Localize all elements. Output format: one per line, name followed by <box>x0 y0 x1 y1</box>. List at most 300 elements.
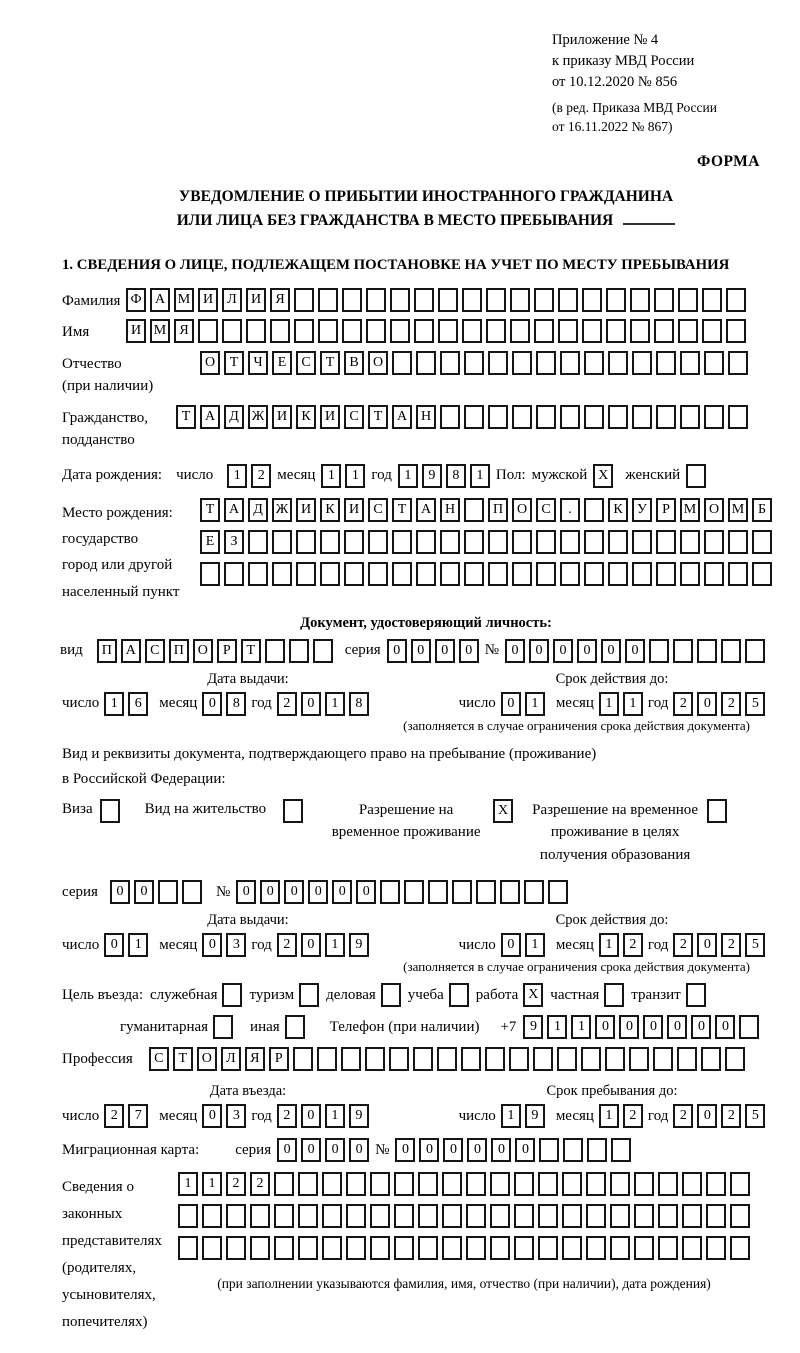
form-cell[interactable] <box>706 1204 726 1228</box>
form-cell[interactable] <box>342 319 362 343</box>
form-cell[interactable]: К <box>320 498 340 522</box>
form-cell[interactable] <box>490 1172 510 1196</box>
form-cell[interactable] <box>392 562 412 586</box>
form-cell[interactable] <box>534 319 554 343</box>
form-cell[interactable]: . <box>560 498 580 522</box>
form-cell[interactable]: 0 <box>134 880 154 904</box>
form-cell[interactable] <box>452 880 472 904</box>
form-cell[interactable] <box>678 319 698 343</box>
form-cell[interactable] <box>739 1015 759 1039</box>
form-cell[interactable] <box>560 351 580 375</box>
form-cell[interactable]: 8 <box>349 692 369 716</box>
form-cell[interactable] <box>704 351 724 375</box>
form-cell[interactable]: Ж <box>248 405 268 429</box>
form-cell[interactable]: М <box>174 288 194 312</box>
form-cell[interactable] <box>248 530 268 554</box>
form-cell[interactable] <box>745 639 765 663</box>
form-cell[interactable] <box>404 880 424 904</box>
form-cell[interactable] <box>728 530 748 554</box>
form-cell[interactable]: 0 <box>505 639 525 663</box>
form-cell[interactable] <box>581 1047 601 1071</box>
form-cell[interactable]: 0 <box>595 1015 615 1039</box>
form-cell[interactable] <box>226 1236 246 1260</box>
form-cell[interactable] <box>462 319 482 343</box>
form-cell[interactable]: 0 <box>301 1104 321 1128</box>
form-cell[interactable] <box>629 1047 649 1071</box>
form-cell[interactable]: 9 <box>525 1104 545 1128</box>
form-cell[interactable]: Ч <box>248 351 268 375</box>
form-cell[interactable] <box>418 1236 438 1260</box>
form-cell[interactable] <box>246 319 266 343</box>
form-cell[interactable] <box>464 530 484 554</box>
form-cell[interactable] <box>558 288 578 312</box>
form-cell[interactable] <box>752 562 772 586</box>
form-cell[interactable] <box>656 351 676 375</box>
purpose-rabota-checkbox[interactable]: X <box>523 983 543 1007</box>
form-cell[interactable]: 2 <box>226 1172 246 1196</box>
form-cell[interactable] <box>678 288 698 312</box>
form-cell[interactable]: 1 <box>227 464 247 488</box>
form-cell[interactable] <box>606 319 626 343</box>
form-cell[interactable]: 2 <box>623 933 643 957</box>
form-cell[interactable]: 1 <box>202 1172 222 1196</box>
form-cell[interactable]: 0 <box>202 1104 222 1128</box>
form-cell[interactable]: 1 <box>501 1104 521 1128</box>
form-cell[interactable] <box>274 1236 294 1260</box>
form-cell[interactable]: 0 <box>553 639 573 663</box>
form-cell[interactable]: 0 <box>715 1015 735 1039</box>
temp-residence-education-checkbox[interactable] <box>707 799 727 823</box>
form-cell[interactable] <box>322 1204 342 1228</box>
form-cell[interactable]: С <box>344 405 364 429</box>
form-cell[interactable]: Н <box>416 405 436 429</box>
form-cell[interactable] <box>701 1047 721 1071</box>
form-cell[interactable]: Е <box>272 351 292 375</box>
purpose-gumanitarnaya-checkbox[interactable] <box>213 1015 233 1039</box>
form-cell[interactable] <box>440 351 460 375</box>
form-cell[interactable]: 5 <box>745 1104 765 1128</box>
form-cell[interactable] <box>438 319 458 343</box>
form-cell[interactable] <box>536 562 556 586</box>
form-cell[interactable] <box>658 1236 678 1260</box>
form-cell[interactable]: 9 <box>422 464 442 488</box>
form-cell[interactable] <box>486 319 506 343</box>
form-cell[interactable]: А <box>150 288 170 312</box>
form-cell[interactable]: 0 <box>387 639 407 663</box>
form-cell[interactable]: 1 <box>599 933 619 957</box>
form-cell[interactable]: 0 <box>643 1015 663 1039</box>
form-cell[interactable] <box>198 319 218 343</box>
form-cell[interactable] <box>584 351 604 375</box>
form-cell[interactable]: 2 <box>104 1104 124 1128</box>
form-cell[interactable] <box>222 319 242 343</box>
form-cell[interactable] <box>562 1204 582 1228</box>
form-cell[interactable] <box>680 351 700 375</box>
form-cell[interactable]: У <box>632 498 652 522</box>
form-cell[interactable]: 9 <box>349 1104 369 1128</box>
form-cell[interactable]: 2 <box>250 1172 270 1196</box>
form-cell[interactable] <box>610 1204 630 1228</box>
form-cell[interactable] <box>490 1204 510 1228</box>
form-cell[interactable]: 1 <box>104 692 124 716</box>
form-cell[interactable]: Д <box>224 405 244 429</box>
form-cell[interactable] <box>250 1236 270 1260</box>
form-cell[interactable] <box>680 530 700 554</box>
form-cell[interactable] <box>632 405 652 429</box>
form-cell[interactable]: О <box>704 498 724 522</box>
form-cell[interactable]: И <box>198 288 218 312</box>
form-cell[interactable] <box>464 498 484 522</box>
form-cell[interactable] <box>346 1204 366 1228</box>
form-cell[interactable]: Л <box>221 1047 241 1071</box>
form-cell[interactable] <box>416 562 436 586</box>
form-cell[interactable] <box>536 530 556 554</box>
form-cell[interactable] <box>538 1204 558 1228</box>
form-cell[interactable] <box>158 880 178 904</box>
form-cell[interactable] <box>656 562 676 586</box>
form-cell[interactable] <box>486 288 506 312</box>
form-cell[interactable] <box>464 562 484 586</box>
form-cell[interactable] <box>632 351 652 375</box>
form-cell[interactable] <box>366 288 386 312</box>
form-cell[interactable]: 0 <box>601 639 621 663</box>
form-cell[interactable] <box>514 1204 534 1228</box>
form-cell[interactable] <box>704 562 724 586</box>
form-cell[interactable] <box>368 530 388 554</box>
form-cell[interactable] <box>654 319 674 343</box>
form-cell[interactable] <box>630 319 650 343</box>
form-cell[interactable]: В <box>344 351 364 375</box>
form-cell[interactable] <box>272 530 292 554</box>
form-cell[interactable]: 0 <box>501 933 521 957</box>
form-cell[interactable] <box>289 639 309 663</box>
form-cell[interactable]: И <box>320 405 340 429</box>
sex-male-checkbox[interactable]: X <box>593 464 613 488</box>
form-cell[interactable]: 0 <box>459 639 479 663</box>
form-cell[interactable]: И <box>272 405 292 429</box>
form-cell[interactable] <box>341 1047 361 1071</box>
form-cell[interactable]: 0 <box>697 1104 717 1128</box>
form-cell[interactable]: 0 <box>202 933 222 957</box>
form-cell[interactable] <box>533 1047 553 1071</box>
form-cell[interactable] <box>608 562 628 586</box>
form-cell[interactable] <box>706 1172 726 1196</box>
form-cell[interactable]: 1 <box>547 1015 567 1039</box>
form-cell[interactable] <box>394 1204 414 1228</box>
residence-permit-checkbox[interactable] <box>283 799 303 823</box>
form-cell[interactable] <box>728 562 748 586</box>
form-cell[interactable] <box>390 288 410 312</box>
form-cell[interactable] <box>702 319 722 343</box>
purpose-tranzit-checkbox[interactable] <box>686 983 706 1007</box>
form-cell[interactable]: 0 <box>301 933 321 957</box>
form-cell[interactable]: 2 <box>277 1104 297 1128</box>
form-cell[interactable] <box>440 562 460 586</box>
form-cell[interactable]: 0 <box>467 1138 487 1162</box>
form-cell[interactable] <box>560 405 580 429</box>
form-cell[interactable] <box>416 351 436 375</box>
form-cell[interactable]: Р <box>217 639 237 663</box>
form-cell[interactable] <box>702 288 722 312</box>
form-cell[interactable] <box>673 639 693 663</box>
form-cell[interactable] <box>294 319 314 343</box>
form-cell[interactable]: 1 <box>128 933 148 957</box>
form-cell[interactable]: 2 <box>251 464 271 488</box>
form-cell[interactable] <box>464 351 484 375</box>
form-cell[interactable] <box>682 1172 702 1196</box>
form-cell[interactable]: С <box>536 498 556 522</box>
form-cell[interactable]: 0 <box>349 1138 369 1162</box>
form-cell[interactable] <box>346 1172 366 1196</box>
form-cell[interactable] <box>318 319 338 343</box>
form-cell[interactable] <box>728 351 748 375</box>
form-cell[interactable]: 0 <box>284 880 304 904</box>
form-cell[interactable] <box>725 1047 745 1071</box>
form-cell[interactable] <box>536 351 556 375</box>
form-cell[interactable] <box>560 530 580 554</box>
form-cell[interactable]: 0 <box>697 933 717 957</box>
form-cell[interactable] <box>563 1138 583 1162</box>
form-cell[interactable] <box>510 288 530 312</box>
form-cell[interactable]: Т <box>224 351 244 375</box>
form-cell[interactable] <box>298 1236 318 1260</box>
form-cell[interactable] <box>524 880 544 904</box>
form-cell[interactable] <box>440 405 460 429</box>
form-cell[interactable] <box>226 1204 246 1228</box>
form-cell[interactable]: 1 <box>325 933 345 957</box>
purpose-inaya-checkbox[interactable] <box>285 1015 305 1039</box>
form-cell[interactable]: 1 <box>623 692 643 716</box>
form-cell[interactable] <box>560 562 580 586</box>
form-cell[interactable]: 9 <box>523 1015 543 1039</box>
form-cell[interactable]: П <box>488 498 508 522</box>
form-cell[interactable] <box>370 1172 390 1196</box>
form-cell[interactable] <box>442 1204 462 1228</box>
form-cell[interactable]: И <box>296 498 316 522</box>
form-cell[interactable] <box>534 288 554 312</box>
form-cell[interactable] <box>272 562 292 586</box>
form-cell[interactable] <box>706 1236 726 1260</box>
form-cell[interactable]: 2 <box>277 692 297 716</box>
form-cell[interactable] <box>704 405 724 429</box>
form-cell[interactable]: 8 <box>446 464 466 488</box>
form-cell[interactable]: Н <box>440 498 460 522</box>
form-cell[interactable] <box>584 498 604 522</box>
form-cell[interactable] <box>394 1172 414 1196</box>
form-cell[interactable]: 0 <box>260 880 280 904</box>
purpose-sluzhebnaya-checkbox[interactable] <box>222 983 242 1007</box>
purpose-turizm-checkbox[interactable] <box>299 983 319 1007</box>
form-cell[interactable]: 1 <box>345 464 365 488</box>
form-cell[interactable]: 5 <box>745 933 765 957</box>
form-cell[interactable]: 2 <box>673 1104 693 1128</box>
form-cell[interactable] <box>606 288 626 312</box>
form-cell[interactable] <box>584 530 604 554</box>
temp-residence-checkbox[interactable]: X <box>493 799 513 823</box>
form-cell[interactable] <box>488 562 508 586</box>
form-cell[interactable] <box>464 405 484 429</box>
form-cell[interactable]: 2 <box>277 933 297 957</box>
form-cell[interactable] <box>730 1236 750 1260</box>
form-cell[interactable]: 5 <box>745 692 765 716</box>
form-cell[interactable]: 2 <box>673 933 693 957</box>
form-cell[interactable] <box>250 1204 270 1228</box>
form-cell[interactable] <box>298 1204 318 1228</box>
form-cell[interactable] <box>632 530 652 554</box>
form-cell[interactable] <box>202 1236 222 1260</box>
form-cell[interactable] <box>680 405 700 429</box>
form-cell[interactable]: Ф <box>126 288 146 312</box>
form-cell[interactable]: Т <box>392 498 412 522</box>
form-cell[interactable]: 0 <box>110 880 130 904</box>
form-cell[interactable]: О <box>200 351 220 375</box>
form-cell[interactable] <box>414 288 434 312</box>
form-cell[interactable] <box>248 562 268 586</box>
form-cell[interactable] <box>368 562 388 586</box>
form-cell[interactable] <box>721 639 741 663</box>
form-cell[interactable]: 0 <box>411 639 431 663</box>
purpose-ucheba-checkbox[interactable] <box>449 983 469 1007</box>
form-cell[interactable]: 1 <box>571 1015 591 1039</box>
form-cell[interactable]: Я <box>270 288 290 312</box>
form-cell[interactable]: Е <box>200 530 220 554</box>
form-cell[interactable] <box>726 319 746 343</box>
form-cell[interactable] <box>704 530 724 554</box>
form-cell[interactable]: 1 <box>398 464 418 488</box>
form-cell[interactable]: Р <box>656 498 676 522</box>
form-cell[interactable]: 0 <box>619 1015 639 1039</box>
form-cell[interactable]: 6 <box>128 692 148 716</box>
form-cell[interactable]: 1 <box>325 692 345 716</box>
form-cell[interactable] <box>512 351 532 375</box>
form-cell[interactable]: М <box>680 498 700 522</box>
form-cell[interactable] <box>488 405 508 429</box>
form-cell[interactable] <box>634 1172 654 1196</box>
form-cell[interactable]: 0 <box>202 692 222 716</box>
form-cell[interactable] <box>418 1204 438 1228</box>
form-cell[interactable]: М <box>728 498 748 522</box>
form-cell[interactable]: С <box>296 351 316 375</box>
form-cell[interactable]: К <box>296 405 316 429</box>
form-cell[interactable]: 0 <box>277 1138 297 1162</box>
form-cell[interactable] <box>610 1236 630 1260</box>
form-cell[interactable] <box>380 880 400 904</box>
form-cell[interactable] <box>514 1236 534 1260</box>
form-cell[interactable] <box>224 562 244 586</box>
form-cell[interactable]: 1 <box>525 933 545 957</box>
form-cell[interactable]: 0 <box>691 1015 711 1039</box>
form-cell[interactable] <box>634 1204 654 1228</box>
form-cell[interactable]: 1 <box>325 1104 345 1128</box>
form-cell[interactable] <box>414 319 434 343</box>
sex-female-checkbox[interactable] <box>686 464 706 488</box>
form-cell[interactable] <box>318 288 338 312</box>
form-cell[interactable]: Р <box>269 1047 289 1071</box>
form-cell[interactable] <box>178 1236 198 1260</box>
form-cell[interactable] <box>538 1236 558 1260</box>
purpose-delovaya-checkbox[interactable] <box>381 983 401 1007</box>
form-cell[interactable]: Л <box>222 288 242 312</box>
form-cell[interactable] <box>476 880 496 904</box>
form-cell[interactable] <box>608 351 628 375</box>
form-cell[interactable]: 0 <box>395 1138 415 1162</box>
form-cell[interactable]: Т <box>368 405 388 429</box>
form-cell[interactable] <box>586 1204 606 1228</box>
form-cell[interactable]: 1 <box>178 1172 198 1196</box>
form-cell[interactable] <box>202 1204 222 1228</box>
form-cell[interactable] <box>608 405 628 429</box>
form-cell[interactable] <box>313 639 333 663</box>
form-cell[interactable]: 0 <box>301 1138 321 1162</box>
form-cell[interactable]: 0 <box>501 692 521 716</box>
form-cell[interactable] <box>294 288 314 312</box>
form-cell[interactable] <box>462 288 482 312</box>
form-cell[interactable] <box>394 1236 414 1260</box>
form-cell[interactable]: Ж <box>272 498 292 522</box>
form-cell[interactable] <box>730 1204 750 1228</box>
form-cell[interactable]: 2 <box>721 692 741 716</box>
form-cell[interactable]: 2 <box>721 1104 741 1128</box>
form-cell[interactable]: К <box>608 498 628 522</box>
form-cell[interactable]: 1 <box>321 464 341 488</box>
form-cell[interactable] <box>274 1204 294 1228</box>
form-cell[interactable]: О <box>197 1047 217 1071</box>
form-cell[interactable]: 8 <box>226 692 246 716</box>
form-cell[interactable]: 0 <box>667 1015 687 1039</box>
form-cell[interactable] <box>586 1236 606 1260</box>
form-cell[interactable] <box>437 1047 457 1071</box>
form-cell[interactable]: Т <box>173 1047 193 1071</box>
form-cell[interactable] <box>656 405 676 429</box>
form-cell[interactable]: 0 <box>443 1138 463 1162</box>
form-cell[interactable] <box>413 1047 433 1071</box>
purpose-chastnaya-checkbox[interactable] <box>604 983 624 1007</box>
form-cell[interactable] <box>461 1047 481 1071</box>
form-cell[interactable] <box>390 319 410 343</box>
form-cell[interactable] <box>611 1138 631 1162</box>
form-cell[interactable] <box>634 1236 654 1260</box>
form-cell[interactable] <box>512 562 532 586</box>
form-cell[interactable] <box>466 1236 486 1260</box>
form-cell[interactable] <box>656 530 676 554</box>
form-cell[interactable] <box>697 639 717 663</box>
form-cell[interactable] <box>730 1172 750 1196</box>
form-cell[interactable]: 9 <box>349 933 369 957</box>
form-cell[interactable]: Т <box>320 351 340 375</box>
form-cell[interactable] <box>682 1236 702 1260</box>
form-cell[interactable] <box>270 319 290 343</box>
form-cell[interactable] <box>562 1236 582 1260</box>
form-cell[interactable]: 7 <box>128 1104 148 1128</box>
form-cell[interactable]: О <box>193 639 213 663</box>
form-cell[interactable]: А <box>200 405 220 429</box>
form-cell[interactable] <box>557 1047 577 1071</box>
form-cell[interactable] <box>344 562 364 586</box>
form-cell[interactable]: 1 <box>599 1104 619 1128</box>
form-cell[interactable] <box>658 1172 678 1196</box>
form-cell[interactable] <box>512 405 532 429</box>
form-cell[interactable] <box>344 530 364 554</box>
form-cell[interactable] <box>322 1236 342 1260</box>
form-cell[interactable]: З <box>224 530 244 554</box>
form-cell[interactable] <box>392 351 412 375</box>
form-cell[interactable]: Я <box>174 319 194 343</box>
form-cell[interactable]: 1 <box>470 464 490 488</box>
form-cell[interactable]: И <box>344 498 364 522</box>
form-cell[interactable] <box>536 405 556 429</box>
form-cell[interactable]: 0 <box>325 1138 345 1162</box>
form-cell[interactable]: П <box>169 639 189 663</box>
